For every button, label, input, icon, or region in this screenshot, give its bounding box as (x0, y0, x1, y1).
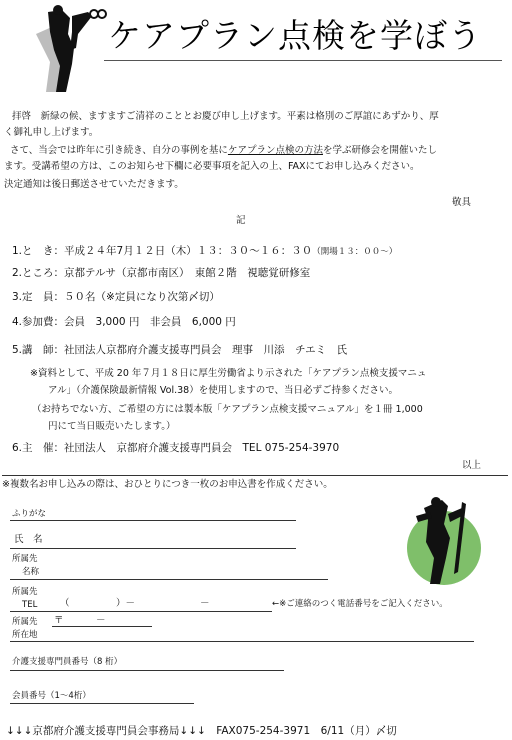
member-number-label: 会員番号（1～4桁） (12, 691, 91, 701)
name-line[interactable] (10, 548, 296, 549)
detail-capacity: 3.定 員：５０名（※定員になり次第〆切） (12, 291, 220, 303)
detail-date-text: 1.と き：平成２４年7月１２日（木）１３：３０～１６：３０ (12, 245, 313, 257)
intro-line-3: 決定通知は後日郵送させていただきます。 (4, 179, 184, 190)
address-line[interactable] (10, 641, 474, 642)
tel-note: ←※ご連絡のつく電話番号をご記入ください。 (272, 599, 448, 609)
intro-text-a: さて、当会では昨年に引き続き、自分の事例を基に (10, 145, 228, 156)
closing-keigu: 敬具 (452, 197, 472, 208)
tel-close-paren: ）－ (116, 598, 136, 609)
detail-note-4: 円にて当日販売いたします。） (48, 421, 176, 432)
member-number-line[interactable] (10, 703, 194, 704)
greeting-line-1: 拝啓 新緑の候、ますますご清祥のこととお慶び申し上げます。平素は格別のご厚誼にあずかり、厚 (12, 111, 439, 122)
form-separator (2, 475, 508, 476)
furigana-line[interactable] (10, 520, 296, 521)
tel-line[interactable] (10, 611, 272, 612)
org-name-line[interactable] (10, 579, 328, 580)
detail-note-3: （お持ちでない方、ご希望の方には製本版「ケアプラン点検支援マニュアル」を１冊 1,000 (32, 404, 423, 415)
intro-text-b: を学ぶ研修会を開催いたし (322, 145, 437, 156)
detail-date-note: （開場１３：００～） (312, 247, 398, 257)
tel-label-1: 所属先 (12, 587, 38, 597)
org-name-label-1: 所属先 (12, 554, 38, 564)
tel-label-2: TEL (22, 600, 38, 610)
writer-illustration (396, 494, 496, 586)
address-label-2: 所在地 (12, 630, 38, 640)
postal-line[interactable] (52, 626, 152, 627)
detail-lecturer: 5.講 師：社団法人京都府介護支援専門員会 理事 川添 チエミ 氏 (12, 344, 348, 356)
org-name-label-2: 名称 (22, 567, 40, 577)
tel-dash: － (200, 598, 210, 609)
form-instruction: ※複数名お申し込みの際は、おひとりにつき一枚のお申込書を作成ください。 (2, 479, 333, 490)
postal-mark: 〒 (54, 615, 64, 626)
detail-date (12, 243, 397, 259)
page-title: ケアプラン点検を学ぼう (108, 16, 482, 55)
furigana-label: ふりがな (12, 509, 47, 519)
detail-fee: 4.参加費：会員 3,000 円 非会員 6,000 円 (12, 316, 236, 328)
greeting-line-2: く御礼申し上げます。 (4, 127, 99, 138)
ki-heading: 記 (236, 215, 246, 226)
title-underline (104, 60, 502, 61)
name-label: 氏 名 (14, 534, 43, 545)
detail-place: 2.ところ：京都テルサ（京都市南区） 東館２階 視聴覚研修室 (12, 267, 311, 279)
saxophone-player-illustration (28, 4, 112, 96)
detail-note-2: アル」（介護保険最新情報 Vol.38）を使用しますので、当日必ずご持参ください。 (48, 385, 399, 396)
address-label-1: 所属先 (12, 617, 38, 627)
cm-number-label: 介護支援専門員番号（8 桁） (12, 657, 123, 667)
postal-dash: － (96, 615, 106, 626)
intro-text-underlined: ケアプラン点検の方法 (227, 145, 323, 156)
intro-line-2: ます。受講希望の方は、このお知らせ下欄に必要事項を記入の上、FAXにてお申し込みください。 (4, 161, 420, 172)
footer-fax-info: ↓↓↓京都府介護支援専門員会事務局↓↓↓ FAX075-254-3971 6/11（月）〆切 (6, 725, 397, 737)
cm-number-line[interactable] (10, 670, 284, 671)
tel-open-paren: （ (60, 598, 70, 609)
detail-note-1: ※資料として、平成 20 年７月１８日に厚生労働省より示された「ケアプラン点検支援マニュ (30, 368, 427, 379)
intro-line-1 (10, 144, 437, 158)
detail-organizer: 6.主 催：社団法人 京都府介護支援専門員会 TEL 075-254-3970 (12, 442, 340, 454)
ijou-closing: 以上 (462, 460, 482, 471)
